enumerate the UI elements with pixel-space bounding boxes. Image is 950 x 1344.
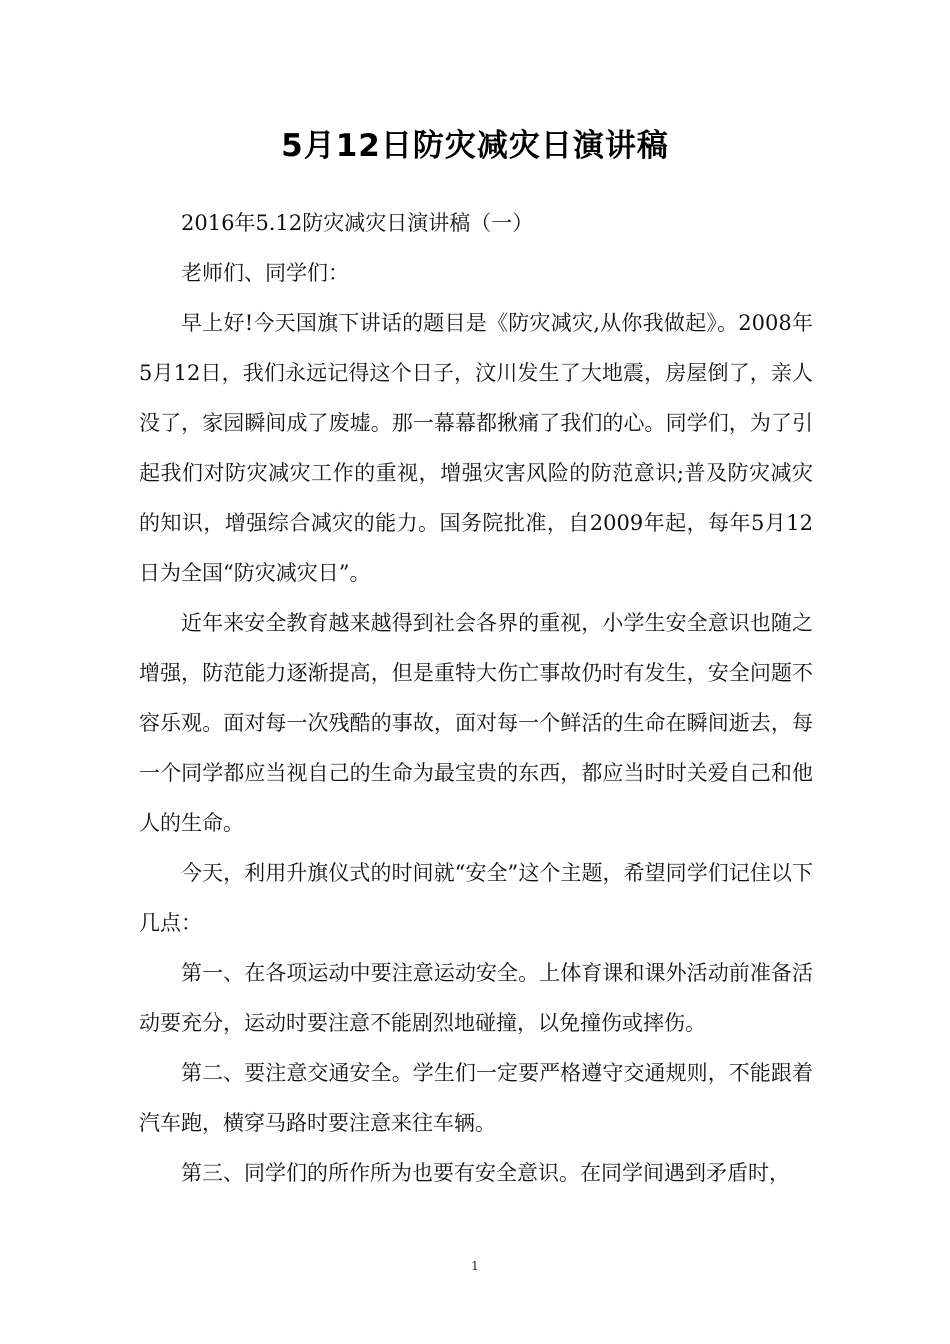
- paragraph-point-three: 第三、同学们的所作所为也要有安全意识。在同学间遇到矛盾时，: [181, 1161, 790, 1185]
- page-number: 1: [471, 1259, 479, 1273]
- paragraph-subtitle: 2016年5.12防灾减灾日演讲稿（一）: [181, 211, 534, 235]
- paragraph-salutation: 老师们、同学们：: [181, 261, 349, 285]
- paragraph-intro: 早上好!今天国旗下讲话的题目是《防灾减灾,从你我做起》。2008年5月12日，我们永远记得这个日子，汶川发生了大地震，房屋倒了，亲人没了，家园瞬间成了废墟。那一幕幕都揪痛了我们的心。同学们，为了引起我们对防灾减灾工作的重视，增强灾害风险的防范意识;普及防灾减灾的知识，增强综合减灾的能力。国务院批准，自2009年起，每年5月12日为全国“防灾减灾日”。: [139, 311, 813, 585]
- paragraph-point-one: 第一、在各项运动中要注意运动安全。上体育课和课外活动前准备活动要充分，运动时要注意不能剧烈地碰撞，以免撞伤或摔伤。: [139, 961, 813, 1035]
- document-body: [139, 198, 813, 1198]
- paragraph-safety-education: 近年来安全教育越来越得到社会各界的重视，小学生安全意识也随之增强，防范能力逐渐提高，但是重特大伤亡事故仍时有发生，安全问题不容乐观。面对每一次残酷的事故，面对每一个鲜活的生命在瞬间逝去，每一个同学都应当视自己的生命为最宝贵的东西，都应当时时关爱自己和他人的生命。: [139, 611, 813, 835]
- document-title: 5月12日防灾减灾日演讲稿: [281, 128, 669, 164]
- paragraph-theme: 今天，利用升旗仪式的时间就“安全”这个主题，希望同学们记住以下几点：: [139, 861, 813, 935]
- paragraph-point-two: 第二、要注意交通安全。学生们一定要严格遵守交通规则，不能跟着汽车跑，横穿马路时要注意来往车辆。: [139, 1061, 813, 1135]
